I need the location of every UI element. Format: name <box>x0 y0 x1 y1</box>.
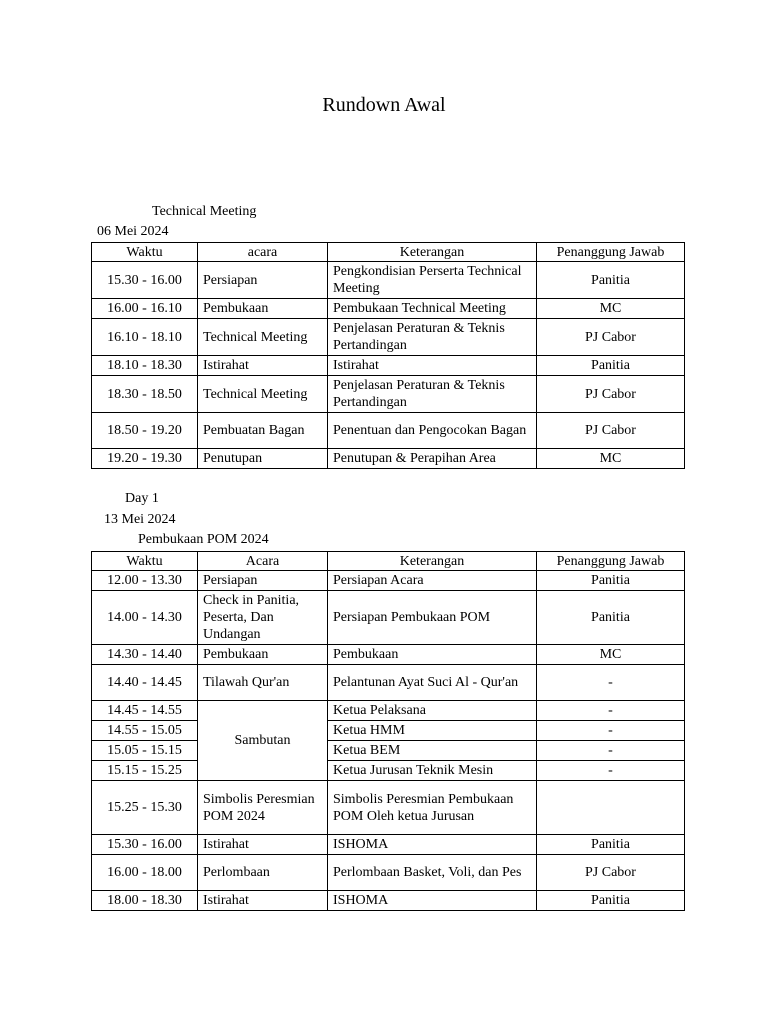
cell-keterangan: ISHOMA <box>328 835 537 855</box>
table-row <box>92 571 685 591</box>
cell-acara: Technical Meeting <box>198 376 328 413</box>
column-header-penanggung-jawab: Penanggung Jawab <box>537 552 685 571</box>
cell-waktu: 15.30 - 16.00 <box>92 835 198 855</box>
cell-waktu: 12.00 - 13.30 <box>92 571 198 591</box>
cell-waktu: 16.10 - 18.10 <box>92 319 198 356</box>
cell-pj: PJ Cabor <box>537 376 685 413</box>
section2-date: 13 Mei 2024 <box>104 512 176 527</box>
cell-keterangan: Simbolis Peresmian Pembukaan POM Oleh ketua Jurusan <box>328 781 537 835</box>
cell-acara: Penutupan <box>198 449 328 469</box>
cell-pj: - <box>537 721 685 741</box>
cell-waktu: 15.15 - 15.25 <box>92 761 198 781</box>
cell-keterangan: Perlombaan Basket, Voli, dan Pes <box>328 855 537 891</box>
cell-keterangan: Pembukaan <box>328 645 537 665</box>
cell-pj: - <box>537 701 685 721</box>
cell-waktu: 15.05 - 15.15 <box>92 741 198 761</box>
section2-day: Day 1 <box>125 491 159 506</box>
technical-meeting-table <box>91 242 685 469</box>
cell-keterangan: Penentuan dan Pengocokan Bagan <box>328 413 537 449</box>
table-row <box>92 319 685 356</box>
table-row <box>92 701 685 721</box>
pembukaan-pom-table <box>91 551 685 911</box>
cell-acara-sambutan: Sambutan <box>198 701 328 781</box>
column-header-keterangan: Keterangan <box>328 552 537 571</box>
cell-pj: - <box>537 741 685 761</box>
cell-pj: PJ Cabor <box>537 413 685 449</box>
table-header-row <box>92 243 685 262</box>
cell-pj: Panitia <box>537 356 685 376</box>
table-row <box>92 741 685 761</box>
cell-pj <box>537 781 685 835</box>
cell-waktu: 14.45 - 14.55 <box>92 701 198 721</box>
table-row <box>92 262 685 299</box>
table-row <box>92 781 685 835</box>
cell-pj: - <box>537 761 685 781</box>
cell-acara: Pembukaan <box>198 645 328 665</box>
cell-acara: Persiapan <box>198 262 328 299</box>
cell-acara: Technical Meeting <box>198 319 328 356</box>
cell-waktu: 19.20 - 19.30 <box>92 449 198 469</box>
cell-acara: Simbolis Peresmian POM 2024 <box>198 781 328 835</box>
cell-waktu: 18.10 - 18.30 <box>92 356 198 376</box>
cell-keterangan: Penjelasan Peraturan & Teknis Pertandingan <box>328 319 537 356</box>
cell-waktu: 14.00 - 14.30 <box>92 591 198 645</box>
cell-keterangan: Pembukaan Technical Meeting <box>328 299 537 319</box>
cell-waktu: 18.00 - 18.30 <box>92 891 198 911</box>
table-row <box>92 665 685 701</box>
cell-acara: Istirahat <box>198 835 328 855</box>
table-row <box>92 356 685 376</box>
cell-keterangan: Ketua HMM <box>328 721 537 741</box>
column-header-penanggung-jawab: Penanggung Jawab <box>537 243 685 262</box>
cell-keterangan: ISHOMA <box>328 891 537 911</box>
cell-waktu: 15.25 - 15.30 <box>92 781 198 835</box>
cell-pj: PJ Cabor <box>537 319 685 356</box>
cell-pj: Panitia <box>537 262 685 299</box>
cell-waktu: 18.50 - 19.20 <box>92 413 198 449</box>
table-row <box>92 591 685 645</box>
cell-acara: Perlombaan <box>198 855 328 891</box>
cell-acara: Pembuatan Bagan <box>198 413 328 449</box>
table-row <box>92 645 685 665</box>
table-row <box>92 835 685 855</box>
table-row <box>92 449 685 469</box>
cell-keterangan: Ketua Jurusan Teknik Mesin <box>328 761 537 781</box>
cell-waktu: 16.00 - 16.10 <box>92 299 198 319</box>
cell-waktu: 14.55 - 15.05 <box>92 721 198 741</box>
cell-waktu: 15.30 - 16.00 <box>92 262 198 299</box>
cell-acara: Istirahat <box>198 356 328 376</box>
cell-acara: Istirahat <box>198 891 328 911</box>
cell-acara: Persiapan <box>198 571 328 591</box>
page-title: Rundown Awal <box>322 94 446 116</box>
cell-keterangan: Pelantunan Ayat Suci Al - Qur'an <box>328 665 537 701</box>
table-row <box>92 891 685 911</box>
cell-pj: - <box>537 665 685 701</box>
cell-acara: Tilawah Qur'an <box>198 665 328 701</box>
column-header-acara: acara <box>198 243 328 262</box>
cell-keterangan: Ketua BEM <box>328 741 537 761</box>
cell-acara: Pembukaan <box>198 299 328 319</box>
cell-pj: Panitia <box>537 891 685 911</box>
table-row <box>92 761 685 781</box>
cell-acara: Check in Panitia, Peserta, Dan Undangan <box>198 591 328 645</box>
cell-keterangan: Istirahat <box>328 356 537 376</box>
section1-heading: Technical Meeting <box>152 204 257 219</box>
table-row <box>92 413 685 449</box>
table-row <box>92 376 685 413</box>
section1-date: 06 Mei 2024 <box>97 224 169 239</box>
cell-keterangan: Penutupan & Perapihan Area <box>328 449 537 469</box>
cell-pj: MC <box>537 299 685 319</box>
cell-keterangan: Pengkondisian Perserta Technical Meeting <box>328 262 537 299</box>
section2-heading: Pembukaan POM 2024 <box>138 532 269 547</box>
table-header-row <box>92 552 685 571</box>
cell-waktu: 14.30 - 14.40 <box>92 645 198 665</box>
cell-keterangan: Persiapan Acara <box>328 571 537 591</box>
cell-pj: Panitia <box>537 571 685 591</box>
column-header-acara: Acara <box>198 552 328 571</box>
cell-pj: MC <box>537 645 685 665</box>
column-header-waktu: Waktu <box>92 552 198 571</box>
cell-waktu: 14.40 - 14.45 <box>92 665 198 701</box>
cell-keterangan: Penjelasan Peraturan & Teknis Pertandingan <box>328 376 537 413</box>
cell-pj: Panitia <box>537 591 685 645</box>
table-row <box>92 855 685 891</box>
cell-pj: PJ Cabor <box>537 855 685 891</box>
table-row <box>92 721 685 741</box>
cell-keterangan: Ketua Pelaksana <box>328 701 537 721</box>
table-row <box>92 299 685 319</box>
column-header-keterangan: Keterangan <box>328 243 537 262</box>
cell-pj: MC <box>537 449 685 469</box>
cell-waktu: 16.00 - 18.00 <box>92 855 198 891</box>
cell-waktu: 18.30 - 18.50 <box>92 376 198 413</box>
column-header-waktu: Waktu <box>92 243 198 262</box>
cell-keterangan: Persiapan Pembukaan POM <box>328 591 537 645</box>
cell-pj: Panitia <box>537 835 685 855</box>
